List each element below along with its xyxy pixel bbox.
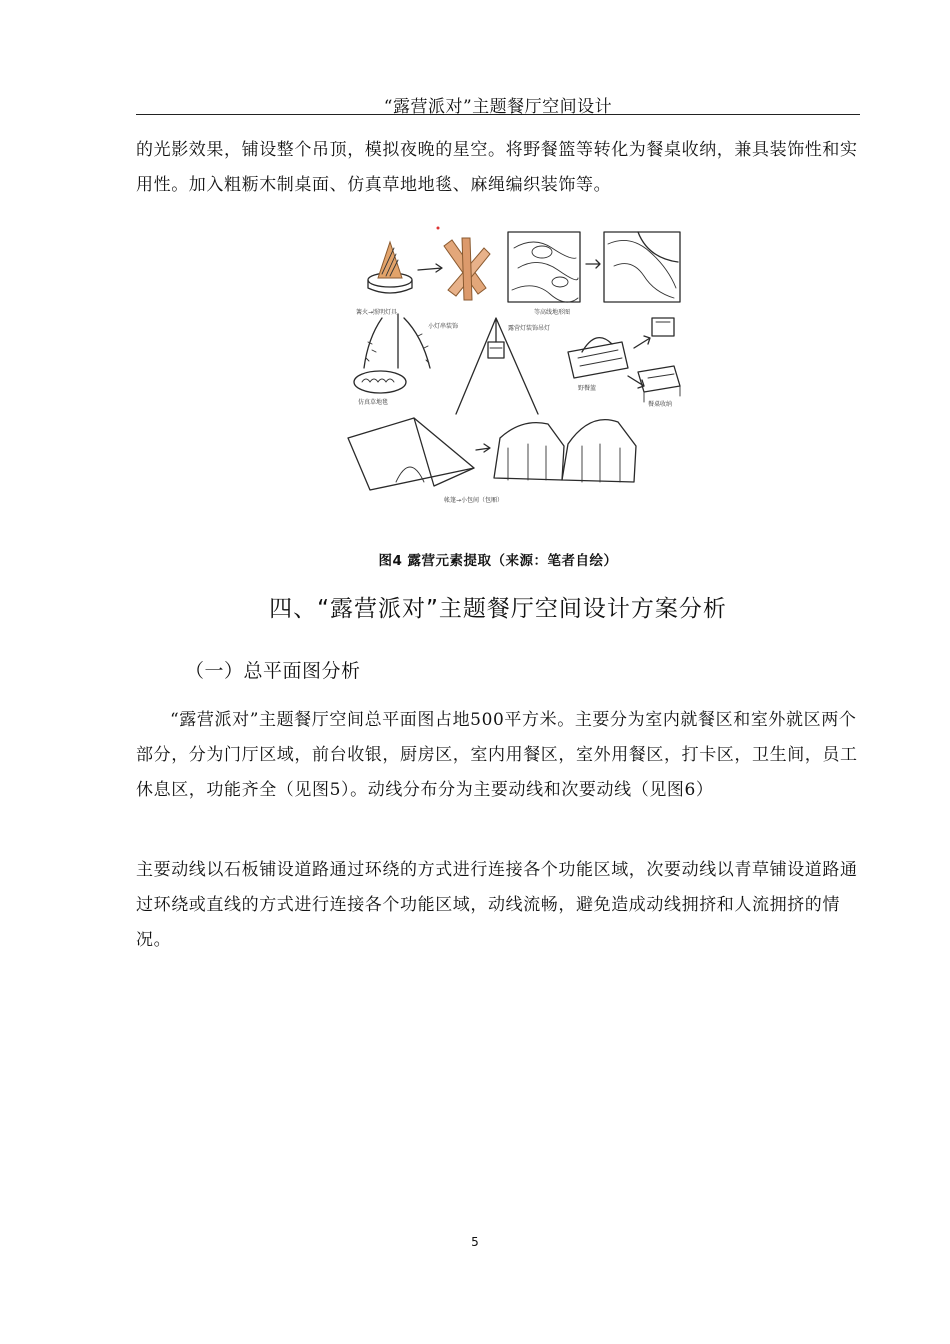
storage-table-sketch	[638, 366, 680, 402]
large-tent-sketch	[494, 420, 636, 482]
note-storage: 餐桌收纳	[648, 401, 673, 408]
subsection-heading: （一）总平面图分析	[185, 660, 361, 682]
page-number: 5	[471, 1235, 479, 1249]
small-tent-sketch	[348, 418, 474, 490]
picnic-basket-sketch	[568, 338, 628, 378]
campfire-sketch	[368, 242, 412, 293]
string-lights-sketch	[364, 314, 430, 368]
note-lamp: 露营灯装饰吊灯	[508, 325, 551, 332]
note-campfire: 篝火→照明灯具	[356, 309, 398, 316]
hanging-lamp-sketch	[456, 318, 538, 414]
figure-caption: 图4 露营元素提取（来源：笔者自绘）	[378, 553, 618, 569]
header-rule	[136, 114, 860, 115]
paragraph-circulation: 主要动线以石板铺设道路通过环绕的方式进行连接各个功能区域，次要动线以青草铺设道路通过环绕或直线的方式进行连接各个功能区域，动线流畅，避免造成动线拥挤和人流拥挤的情况。	[136, 860, 858, 950]
contour-map-plan-sketch	[604, 232, 680, 302]
running-header-title: “露营派对”主题餐厅空间设计	[383, 97, 613, 117]
note-lawn: 仿真草地毯	[358, 399, 389, 406]
camping-elements-sketch-illustration	[338, 218, 694, 518]
paragraph-overview: “露营派对”主题餐厅空间总平面图占地500平方米。主要分为室内就餐区和室外就区两个部分，分为门厅区域，前台收银，厨房区，室内用餐区，室外用餐区，打卡区，卫生间，员工休息区，功能齐全（见图5）。动线分布分为主要动线和次要动线（见图6）	[136, 710, 858, 800]
figure-camping-elements-sketch	[338, 218, 694, 518]
note-tent: 帐篷→小包间（包厢）	[444, 497, 504, 504]
note-contour: 等高线地形图	[534, 309, 571, 316]
gift-box-sketch	[652, 318, 674, 336]
note-lights: 小灯串装饰	[428, 323, 459, 330]
paragraph-intro: 的光影效果，铺设整个吊顶，模拟夜晚的星空。将野餐篮等转化为餐桌收纳，兼具装饰性和实用性。加入粗粝木制桌面、仿真草地地毯、麻绳编织装饰等。	[136, 140, 858, 195]
lawn-sketch	[354, 371, 406, 393]
contour-map-sketch	[508, 232, 580, 302]
section-heading: 四、“露营派对”主题餐厅空间设计方案分析	[269, 596, 727, 622]
crossed-logs-sketch	[444, 238, 490, 300]
note-basket: 野餐篮	[578, 385, 597, 392]
